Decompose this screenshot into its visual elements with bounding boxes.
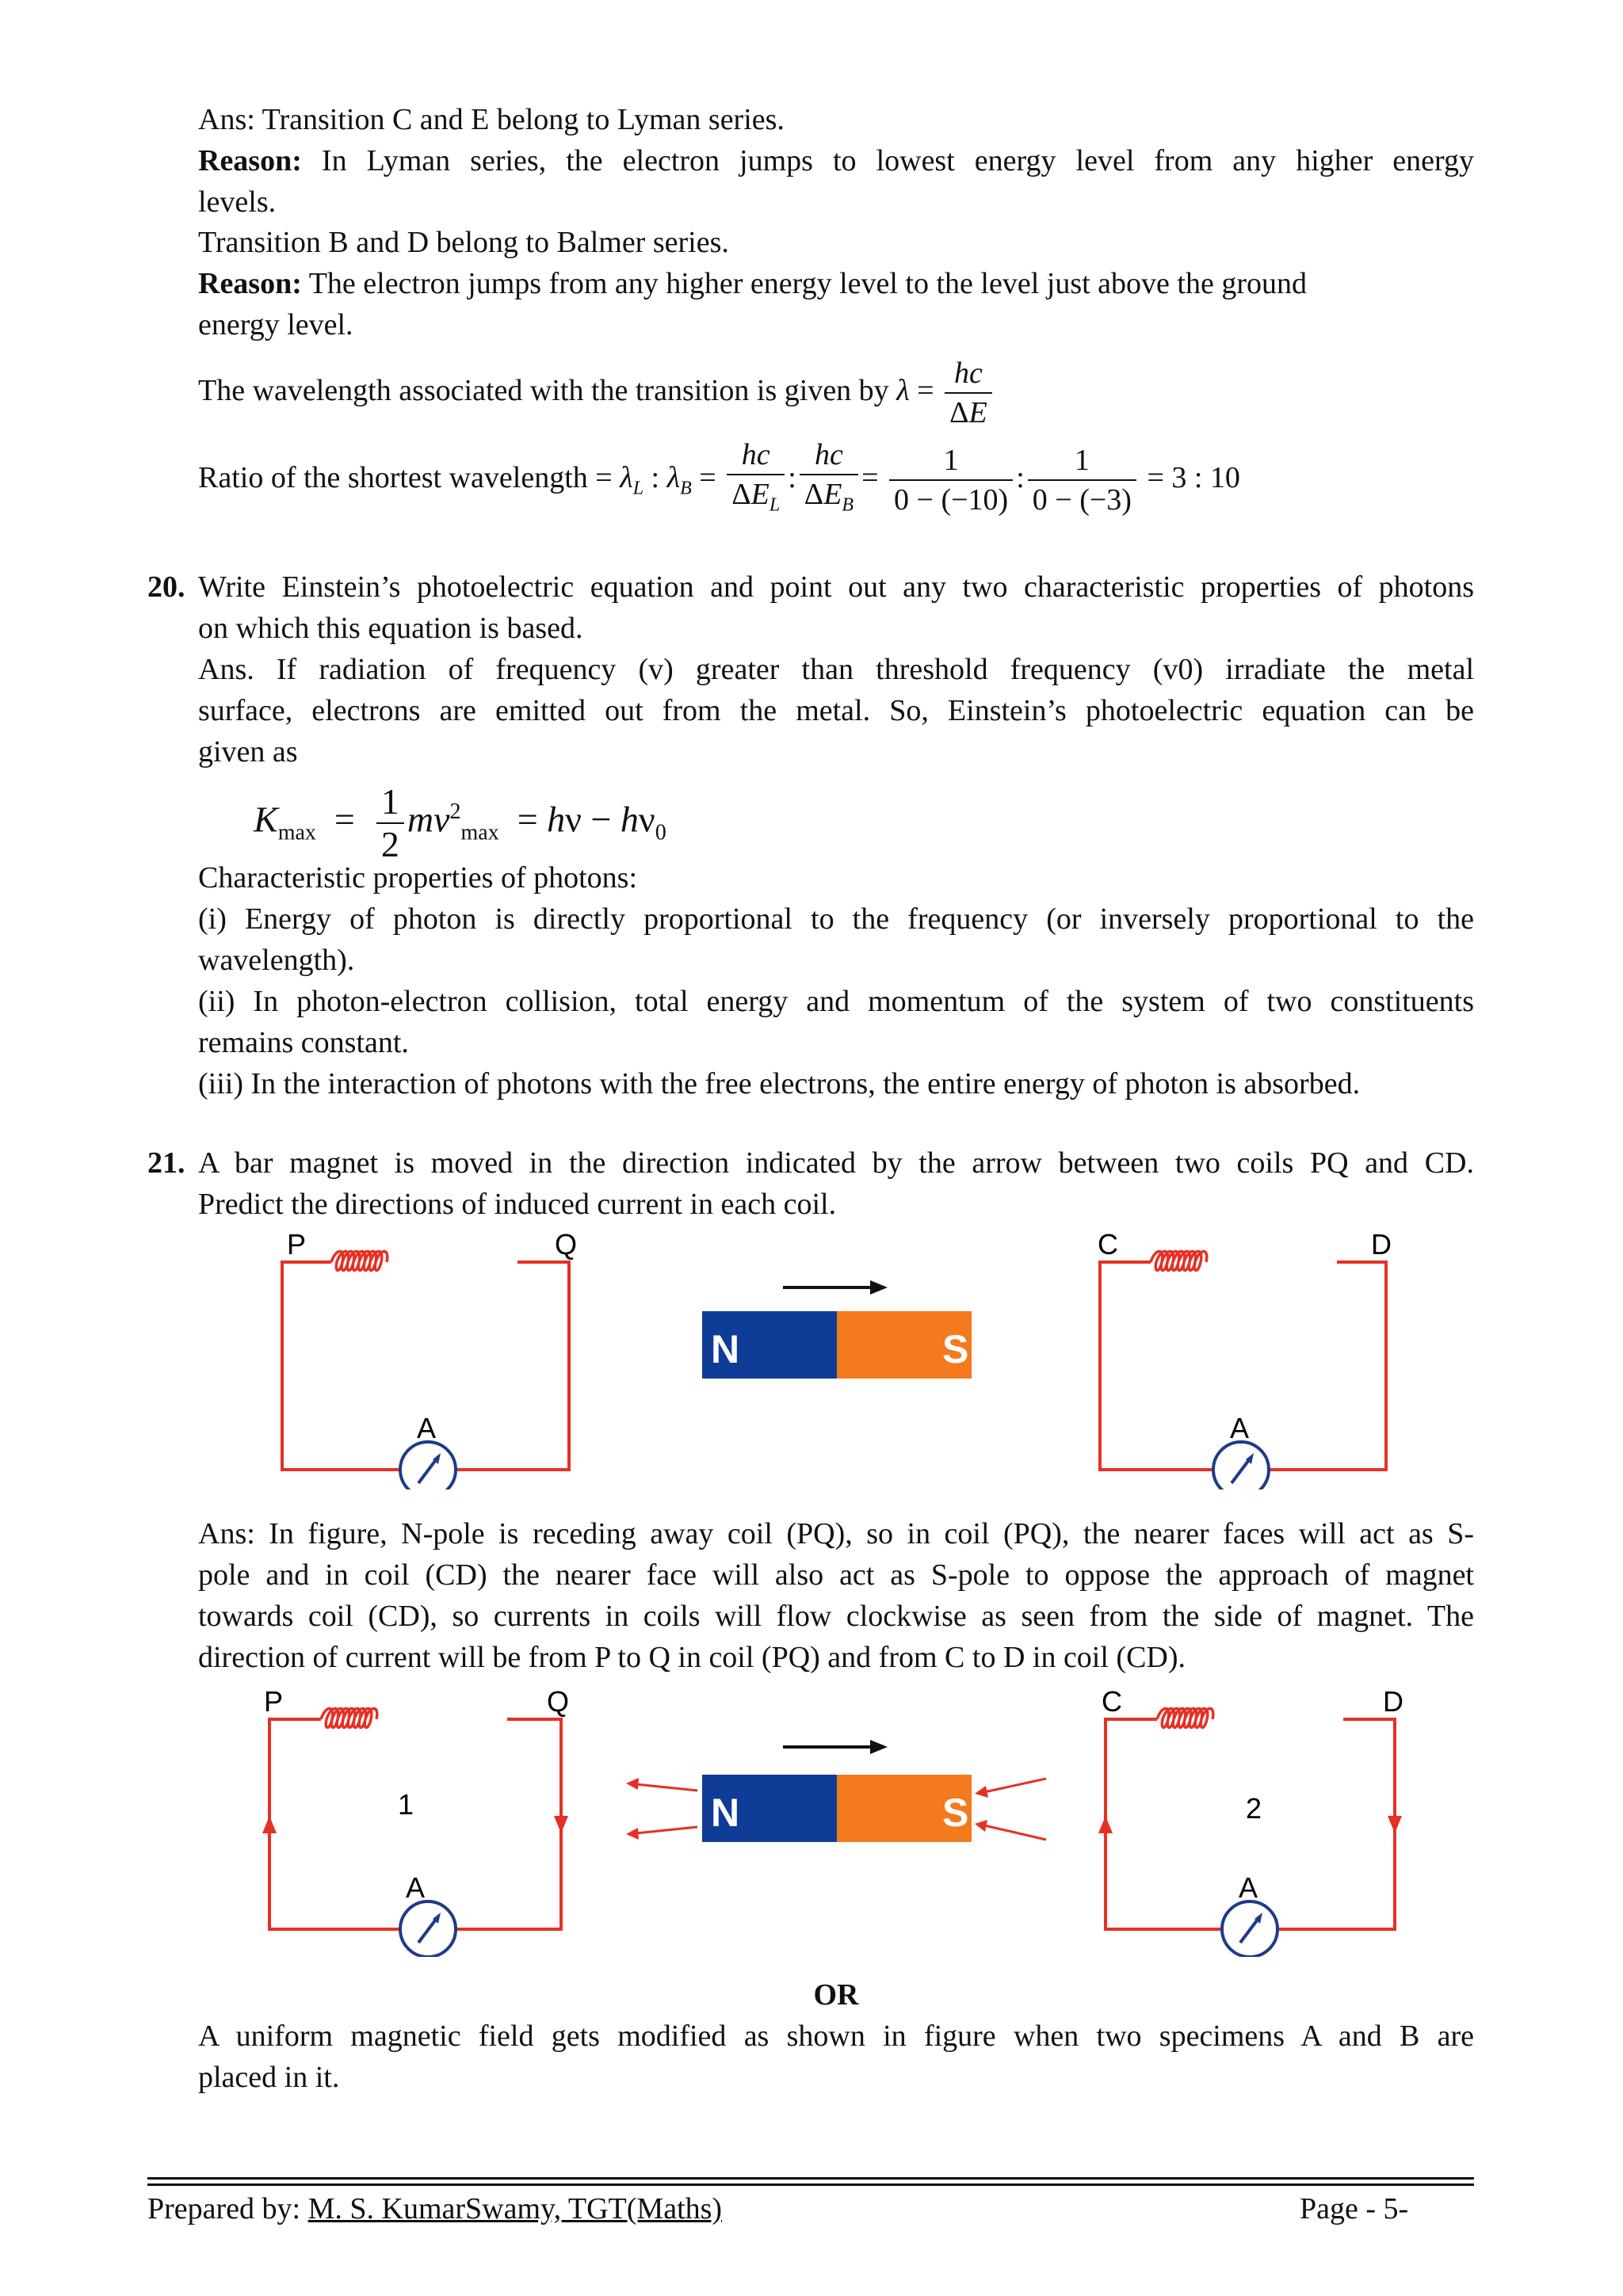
coil-cd-circuit (1098, 1228, 1392, 1489)
photon-props-heading: Characteristic properties of photons: (198, 861, 638, 894)
current-arrow-down-icon (554, 1816, 568, 1833)
bar-magnet-2 (626, 1740, 1046, 1842)
page-number: Page - 5- (1300, 2192, 1409, 2225)
coil-number-2: 2 (1246, 1792, 1262, 1825)
ratio-formula: Ratio of the shortest wavelength = $\lambda_L$ : $\lambda_B$ = $\frac{hc}{\Delta E_L}$ : $\frac{hc}{\Delta E_B}$ = $\frac{1}{0 - (-10)}$ : $\frac{1}{0 - (-3)}$ = 3 : 10 (198, 434, 1474, 521)
coil-cd-circuit-2 (1098, 1688, 1403, 1957)
svg-text:S: S (942, 1791, 969, 1835)
q19-reason2-cont: energy level. (198, 308, 353, 341)
label-s: S (942, 1327, 969, 1371)
photon-prop-1: (i) Energy of photon is directly proportional to the frequency (or inversely proportional to the (198, 902, 1474, 936)
label-n: N (711, 1327, 740, 1371)
svg-text:A: A (1239, 1871, 1258, 1904)
q21-text-cont: Predict the directions of induced current in each coil. (198, 1188, 837, 1221)
ammeter-right-icon (1213, 1442, 1269, 1489)
label-q: Q (555, 1228, 578, 1261)
coil-pq-circuit (282, 1228, 577, 1489)
svg-text:D: D (1383, 1688, 1403, 1718)
photon-prop-2: (ii) In photon-electron collision, total energy and momentum of the system of two constituents (198, 985, 1474, 1018)
q21-answer-4: direction of current will be from P to Q in coil (PQ) and from C to D in coil (CD). (198, 1641, 1186, 1674)
ammeter-left-icon (400, 1442, 456, 1489)
bar-magnet (702, 1280, 972, 1379)
footer (147, 2191, 1474, 2226)
svg-text:N: N (711, 1791, 740, 1835)
q20-answer: Ans. If radiation of frequency (v) greater than threshold frequency (v0) irradiate the metal (198, 653, 1474, 686)
coils-figure-2 (0, 1688, 1623, 1957)
author-link[interactable]: M. S. KumarSwamy, TGT(Maths) (307, 2192, 723, 2225)
coils-figure-1 (0, 1228, 1623, 1489)
or-divider: OR (813, 1978, 859, 2012)
label-c: C (1098, 1228, 1118, 1261)
q19-reason1: Reason: In Lyman series, the electron jumps to lowest energy level from any higher energy (198, 144, 1474, 177)
coil-pq-circuit-2 (262, 1688, 569, 1957)
footer-rule-bottom (147, 2183, 1474, 2186)
ammeter-left-2-icon (400, 1901, 456, 1957)
ammeter-right-2-icon (1222, 1901, 1277, 1957)
photon-prop-1-cont: wavelength). (198, 944, 355, 977)
label-a-right: A (1230, 1412, 1250, 1444)
svg-text:C: C (1102, 1688, 1122, 1718)
q19-balmer: Transition B and D belong to Balmer series. (198, 226, 729, 259)
coil-cd-icon (1151, 1252, 1207, 1271)
motion-arrow-icon (870, 1280, 888, 1295)
prepared-by-label: Prepared by: (147, 2192, 301, 2225)
or-question: A uniform magnetic field gets modified as shown in figure when two specimens A and B are (198, 2019, 1474, 2053)
svg-text:P: P (264, 1688, 284, 1718)
q19-answer: Ans: Transition C and E belong to Lyman series. (198, 103, 785, 136)
label-p: P (287, 1228, 307, 1261)
photoelectric-equation: $K_{max}$ = $\frac{1}{2}$ $mv^2_{max} = h\nu - h\nu_0$ (254, 780, 666, 864)
or-question-cont: placed in it. (198, 2061, 340, 2094)
photon-prop-3: (iii) In the interaction of photons with the free electrons, the entire energy of photon is absorbed. (198, 1067, 1361, 1100)
q20-answer-cont: surface, electrons are emitted out from the metal. So, Einstein’s photoelectric equation can be (198, 694, 1474, 727)
photon-prop-2-cont: remains constant. (198, 1026, 409, 1059)
q21-text: A bar magnet is moved in the direction indicated by the arrow between two coils PQ and CD. (198, 1146, 1474, 1180)
coil-pq-icon (331, 1252, 388, 1271)
q21-answer-3: towards coil (CD), so currents in coils will flow clockwise as seen from the side of magnet. The (198, 1600, 1474, 1633)
svg-text:A: A (406, 1871, 426, 1904)
q21-answer: Ans: In figure, N-pole is receding away coil (PQ), so in coil (PQ), the nearer faces will act as S- (198, 1517, 1474, 1550)
wavelength-formula: The wavelength associated with the transition is given by λ = $\frac{hc}{\Delta E}$ (198, 347, 1474, 434)
label-a-left: A (417, 1412, 437, 1444)
q19-reason2: Reason: The electron jumps from any higher energy level to the level just above the ground (198, 267, 1307, 300)
question-20-number: 20. (147, 570, 185, 604)
current-arrow-up-icon (262, 1816, 277, 1833)
q19-reason1-cont: levels. (198, 185, 277, 219)
footer-rule-top (147, 2177, 1474, 2180)
svg-text:Q: Q (547, 1688, 570, 1718)
q21-answer-2: pole and in coil (CD) the nearer face will also act as S-pole to oppose the approach of magnet (198, 1558, 1474, 1592)
q20-text-cont: on which this equation is based. (198, 612, 583, 645)
coil-number-1: 1 (398, 1788, 414, 1821)
question-21-number: 21. (147, 1146, 185, 1180)
label-d: D (1371, 1228, 1392, 1261)
q20-answer-end: given as (198, 735, 298, 769)
q20-text: Write Einstein’s photoelectric equation and point out any two characteristic properties of photons (198, 570, 1474, 604)
